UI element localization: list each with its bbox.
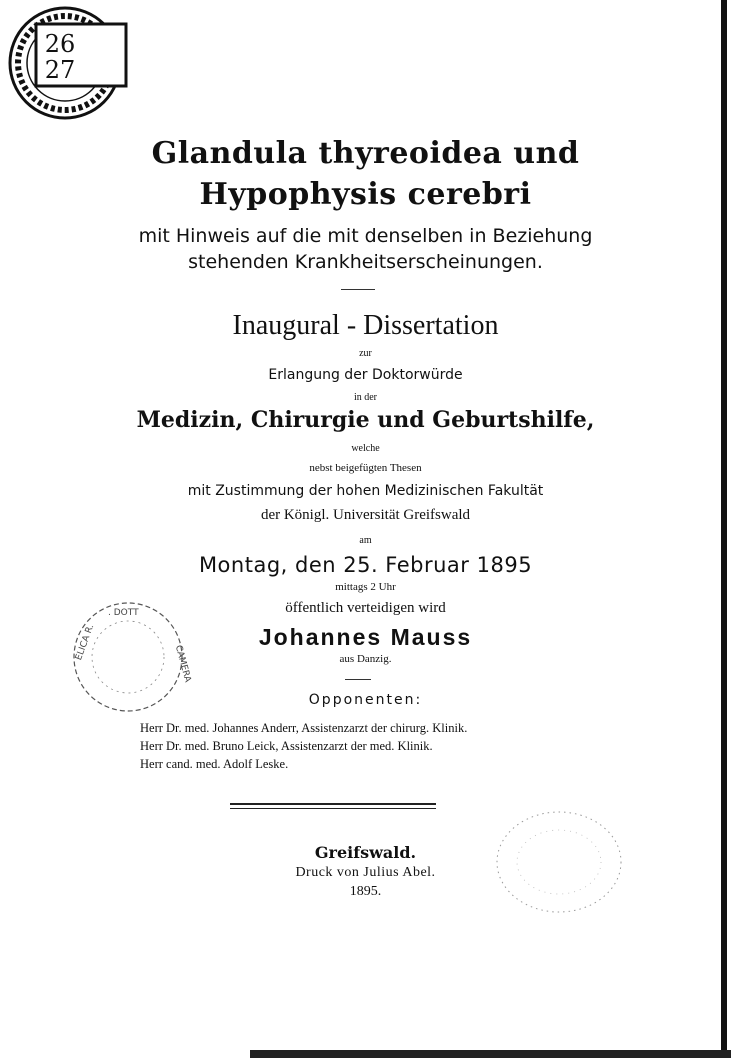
faint-oval-stamp: [493, 808, 625, 916]
nebst-text: nebst beigefügten Thesen: [309, 462, 422, 474]
defend-text: öffentlich verteidigen wird: [285, 600, 446, 616]
imprint-printer: Druck von Julius Abel.: [295, 865, 436, 880]
welche-text: welche: [351, 443, 380, 454]
stamp-number-bottom: 27: [44, 56, 76, 84]
imprint-year: 1895.: [349, 884, 382, 899]
in-der-text: in der: [353, 392, 378, 403]
university-text: der Königl. Universität Greifswald: [260, 507, 471, 523]
faculty-line: Medizin, Chirurgie und Geburtshilfe,: [136, 407, 595, 433]
zustimmung-text: mit Zustimmung der hohen Medizinischen Fakultät: [187, 483, 544, 499]
opponents-heading: Opponenten:: [308, 692, 423, 708]
subtitle-line-1: mit Hinweis auf die mit denselben in Beziehung: [138, 225, 593, 247]
author-origin: aus Danzig.: [339, 653, 392, 665]
divider: [345, 679, 371, 680]
svg-text:. DOTT: . DOTT: [108, 608, 139, 618]
title-line-1: Glandula thyreoidea und: [151, 136, 580, 171]
imprint-city: Greifswald.: [314, 843, 417, 862]
erlangung-text: Erlangung der Doktorwürde: [268, 367, 463, 383]
opponent-line: Herr Dr. med. Johannes Anderr, Assistenzarzt der chirurg. Klinik.: [140, 721, 468, 735]
library-stamp: [6, 4, 124, 122]
title-line-2: Hypophysis cerebri: [199, 177, 532, 212]
double-rule: [230, 803, 436, 809]
dissertation-heading: Inaugural - Dissertation: [232, 310, 499, 341]
svg-text:ELICA R.: ELICA R.: [74, 623, 97, 662]
zur-text: zur: [359, 348, 372, 359]
stamp-number-top: 26: [44, 30, 76, 58]
opponent-line: Herr Dr. med. Bruno Leick, Assistenzarzt der med. Klinik.: [140, 739, 433, 753]
opponent-line: Herr cand. med. Adolf Leske.: [140, 757, 289, 771]
divider: [341, 289, 375, 290]
defense-time: mittags 2 Uhr: [335, 581, 396, 593]
circular-stamp: [68, 597, 193, 717]
am-text: am: [359, 535, 372, 546]
page-edge: [250, 1050, 731, 1058]
svg-text:CAMERA: CAMERA: [172, 644, 193, 684]
subtitle-line-2: stehenden Krankheitserscheinungen.: [188, 251, 543, 273]
author-name: Johannes Mauss: [258, 624, 473, 650]
defense-date: Montag, den 25. Februar 1895: [198, 553, 533, 577]
page-edge: [721, 0, 727, 1058]
